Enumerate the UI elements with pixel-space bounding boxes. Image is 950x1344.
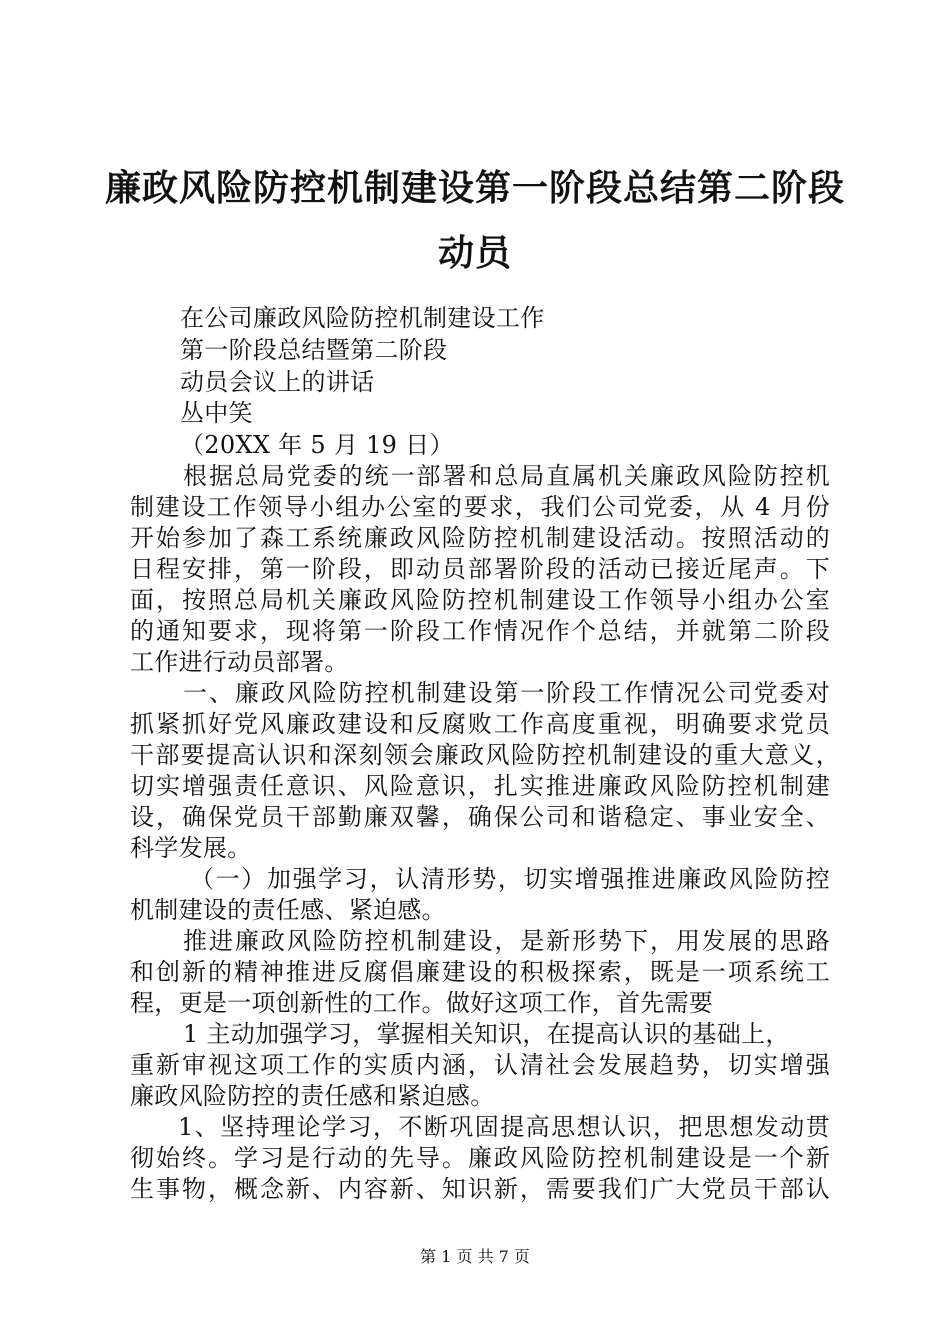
paragraph-line: 的通知要求，现将第一阶段工作情况作个总结，并就第二阶段 (130, 617, 830, 645)
paragraph-line: 重新审视这项工作的实质内涵，认清社会发展趋势，切实增强 (130, 1051, 830, 1079)
author-line: 丛中笑 (180, 399, 253, 427)
doc-title-line-1: 廉政风险防控机制建设第一阶段总结第二阶段 (104, 168, 845, 209)
subtitle-line: 在公司廉政风险防控机制建设工作 (180, 304, 545, 332)
paragraph-line: 抓紧抓好党风廉政建设和反腐败工作高度重视，明确要求党员 (130, 710, 830, 738)
paragraph-line: 制建设工作领导小组办公室的要求，我们公司党委，从 4 月份 (130, 493, 830, 521)
subtitle-line: 第一阶段总结暨第二阶段 (180, 336, 448, 364)
paragraph-line: 1 主动加强学习，掌握相关知识，在提高认识的基础上， (183, 1020, 790, 1048)
doc-title-line-2: 动员 (437, 233, 512, 274)
paragraph-line: 面，按照总局机关廉政风险防控机制建设工作领导小组办公室 (130, 586, 830, 614)
paragraph-line: 科学发展。 (130, 834, 252, 862)
paragraph-line: 和创新的精神推进反腐倡廉建设的积极探索，既是一项系统工 (130, 958, 830, 986)
subtitle-line: 动员会议上的讲话 (180, 368, 375, 396)
paragraph-line: 设，确保党员干部勤廉双馨，确保公司和谐稳定、事业安全、 (130, 803, 830, 831)
paragraph-line: 廉政风险防控的责任感和紧迫感。 (130, 1082, 495, 1110)
paragraph-line: 推进廉政风险防控机制建设，是新形势下，用发展的思路 (183, 927, 830, 955)
paragraph-line: 开始参加了森工系统廉政风险防控机制建设活动。按照活动的 (130, 524, 830, 552)
paragraph-line: 一、廉政风险防控机制建设第一阶段工作情况公司党委对 (183, 679, 830, 707)
date-line: （20XX 年 5 月 19 日） (180, 431, 454, 459)
paragraph-line: 程，更是一项创新性的工作。做好这项工作，首先需要 (130, 989, 714, 1017)
paragraph-line: 日程安排，第一阶段，即动员部署阶段的活动已接近尾声。下 (130, 555, 830, 583)
paragraph-line: 工作进行动员部署。 (130, 648, 349, 676)
paragraph-line: 1、坚持理论学习，不断巩固提高思想认识，把思想发动贯 (178, 1113, 830, 1141)
paragraph-line: 彻始终。学习是行动的先导。廉政风险防控机制建设是一个新 (130, 1144, 830, 1172)
paragraph-line: 生事物，概念新、内容新、知识新，需要我们广大党员干部认 (130, 1175, 830, 1203)
section-heading-line: （一）加强学习，认清形势，切实增强推进廉政风险防控 (190, 865, 830, 893)
page-number-footer: 第 1 页 共 7 页 (420, 1247, 530, 1266)
paragraph-line: 干部要提高认识和深刻领会廉政风险防控机制建设的重大意义， (130, 741, 840, 769)
section-heading-line: 机制建设的责任感、紧迫感。 (130, 896, 446, 924)
paragraph-line: 根据总局党委的统一部署和总局直属机关廉政风险防控机 (183, 462, 830, 490)
paragraph-line: 切实增强责任意识、风险意识，扎实推进廉政风险防控机制建 (130, 772, 830, 800)
